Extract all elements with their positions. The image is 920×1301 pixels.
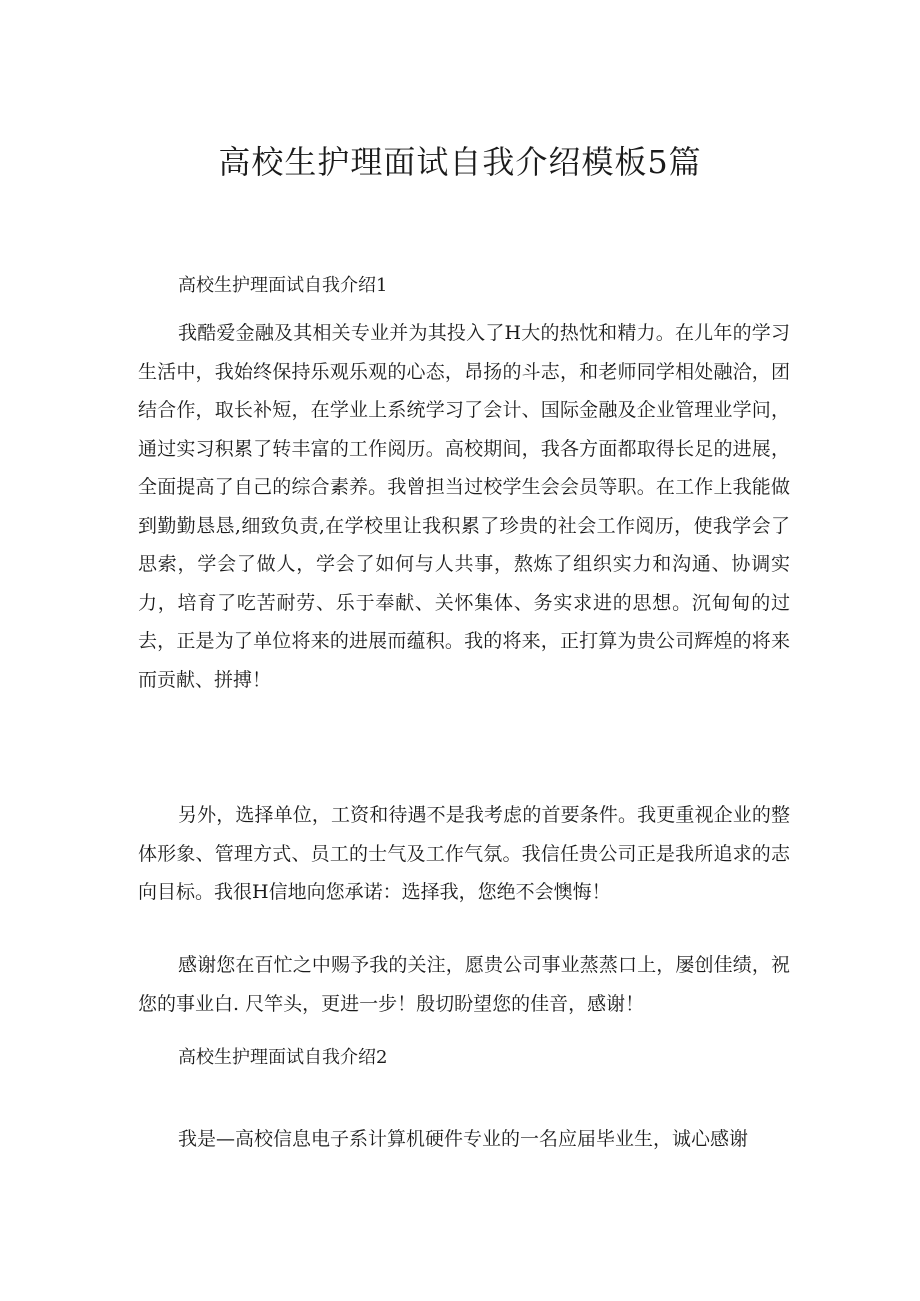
document-title: 高校生护理面试自我介绍模板5篇 [218,143,702,181]
section-heading-2: 高校生护理面试自我介绍2 [178,1047,388,1068]
section-1-paragraph-2: 另外，选择单位，工资和待遇不是我考虑的首要条件。我更重视企业的整体形象、管理方式、员工的士气及工作气氛。我信任贵公司正是我所追求的志向目标。我很H信地向您承诺：选择我，您绝不会懊悔！ [138,804,790,903]
section-heading-1: 高校生护理面试自我介绍1 [178,275,388,296]
section-1-paragraph-3: 感谢您在百忙之中赐予我的关注，愿贵公司事业蒸蒸口上，屡创佳绩，祝您的事业白. 尺竿头，更进一步！殷切盼望您的佳音，感谢！ [138,954,790,1015]
section-1-paragraph-1: 我酷爱金融及其相关专业并为其投入了H大的热忱和精力。在儿年的学习生活中，我始终保持乐观乐观的心态，昂扬的斗志，和老师同学相处融洽，团结合作，取长补短，在学业上系统学习了会计、国际金融及企业管理业学问，通过实习积累了转丰富的工作阅历。高校期间，我各方面都取得长足的进展，全面提高了自己的综合素养。我曾担当过校学生会会员等职。在工作上我能做到勤勤恳恳,细致负责,在学校里让我积累了珍贵的社会工作阅历，使我学会了思索，学会了做人，学会了如何与人共事，熬炼了组织实力和沟通、协调实力，培育了吃苦耐劳、乐于奉献、关怀集体、务实求进的思想。沉甸甸的过去，正是为了单位将来的进展而蕴积。我的将来，正打算为贵公司辉煌的将来而贡献、拼搏！ [138,322,790,691]
section-2-paragraph-1: 我是—高校信息电子系计算机硬件专业的一名应届毕业生，诚心感谢 [178,1128,749,1150]
